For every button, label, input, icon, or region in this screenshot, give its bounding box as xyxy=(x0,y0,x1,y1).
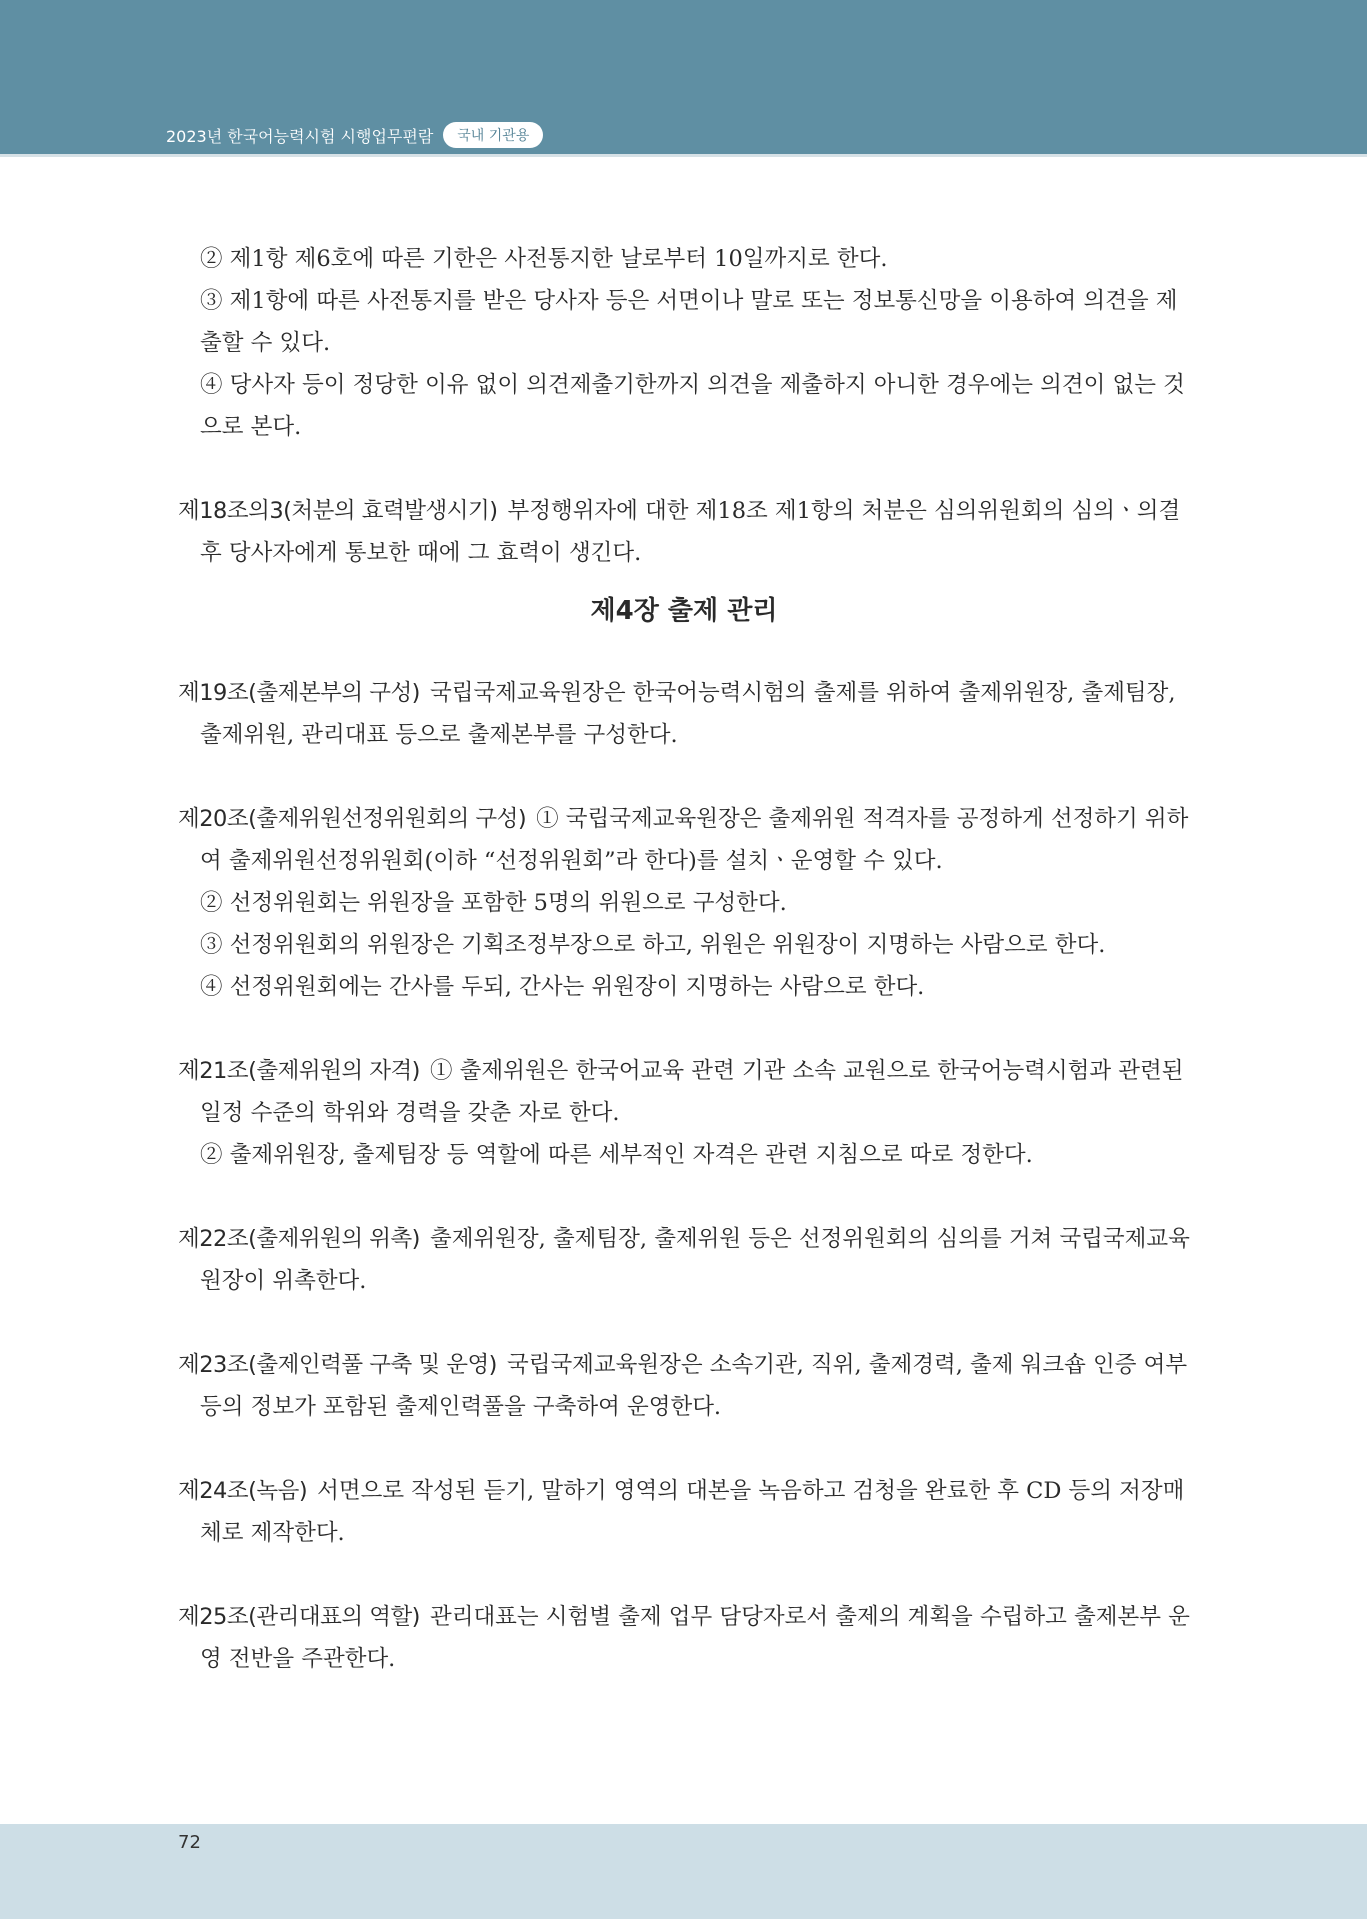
article-22 xyxy=(178,1218,1190,1302)
article-title: 제22조(출제위원의 위촉) xyxy=(178,1226,420,1252)
header-row xyxy=(166,122,543,148)
article-body: 국립국제교육원장은 소속기관, 직위, 출제경력, 출제 워크숍 인증 여부 등의 정보가 포함된 출제인력풀을 구축하여 운영한다. xyxy=(200,1352,1188,1420)
article-20-item-3: ③ 선정위원회의 위원장은 기획조정부장으로 하고, 위원은 위원장이 지명하는 사람으로 한다. xyxy=(200,932,1106,958)
article-body: 관리대표는 시험별 출제 업무 담당자로서 출제의 계획을 수립하고 출제본부 운영 전반을 주관한다. xyxy=(200,1604,1190,1672)
article-19 xyxy=(178,672,1190,756)
article-20 xyxy=(178,798,1190,882)
page-content xyxy=(178,238,1190,1680)
article-24 xyxy=(178,1470,1190,1554)
article-25 xyxy=(178,1596,1190,1680)
paragraph-item-3: ③ 제1항에 따른 사전통지를 받은 당사자 등은 서면이나 말로 또는 정보통신망을 이용하여 의견을 제출할 수 있다. xyxy=(200,288,1178,356)
article-body: 서면으로 작성된 듣기, 말하기 영역의 대본을 녹음하고 검청을 완료한 후 CD 등의 저장매체로 제작한다. xyxy=(200,1478,1185,1546)
article-title: 제24조(녹음) xyxy=(178,1478,308,1504)
header-title: 2023년 한국어능력시험 시행업무편람 xyxy=(166,126,434,146)
page-footer xyxy=(0,1824,1367,1919)
paragraph-item-2: ② 제1항 제6호에 따른 기한은 사전통지한 날로부터 10일까지로 한다. xyxy=(200,246,888,272)
article-body: ① 출제위원은 한국어교육 관련 기관 소속 교원으로 한국어능력시험과 관련된 일정 수준의 학위와 경력을 갖춘 자로 한다. xyxy=(200,1058,1184,1126)
paragraph-item-4: ④ 당사자 등이 정당한 이유 없이 의견제출기한까지 의견을 제출하지 아니한 경우에는 의견이 없는 것으로 본다. xyxy=(200,372,1185,440)
article-23 xyxy=(178,1344,1190,1428)
article-title: 제19조(출제본부의 구성) xyxy=(178,680,420,706)
article-body: ① 국립국제교육원장은 출제위원 적격자를 공정하게 선정하기 위하여 출제위원선정위원회(이하 “선정위원회”라 한다)를 설치ㆍ운영할 수 있다. xyxy=(200,806,1189,874)
article-20-item-2: ② 선정위원회는 위원장을 포함한 5명의 위원으로 구성한다. xyxy=(200,890,787,916)
chapter-title: 제4장 출제 관리 xyxy=(590,596,778,626)
article-21 xyxy=(178,1050,1190,1134)
article-title: 제23조(출제인력풀 구축 및 운영) xyxy=(178,1352,497,1378)
article-20-item-4: ④ 선정위원회에는 간사를 두되, 간사는 위원장이 지명하는 사람으로 한다. xyxy=(200,974,925,1000)
article-title: 제25조(관리대표의 역할) xyxy=(178,1604,420,1630)
article-body: 국립국제교육원장은 한국어능력시험의 출제를 위하여 출제위원장, 출제팀장, 출제위원, 관리대표 등으로 출제본부를 구성한다. xyxy=(200,680,1176,748)
header-badge: 국내 기관용 xyxy=(443,122,543,148)
article-title: 제21조(출제위원의 자격) xyxy=(178,1058,420,1084)
article-21-item-2: ② 출제위원장, 출제팀장 등 역할에 따른 세부적인 자격은 관련 지침으로 따로 정한다. xyxy=(200,1142,1033,1168)
page-number: 72 xyxy=(178,1832,201,1853)
article-18-3 xyxy=(178,490,1190,574)
article-title: 제20조(출제위원선정위원회의 구성) xyxy=(178,806,527,832)
header-divider xyxy=(0,154,1367,157)
article-body: 출제위원장, 출제팀장, 출제위원 등은 선정위원회의 심의를 거쳐 국립국제교육원장이 위촉한다. xyxy=(200,1226,1190,1294)
article-title: 제18조의3(처분의 효력발생시기) xyxy=(178,498,498,524)
article-body: 부정행위자에 대한 제18조 제1항의 처분은 심의위원회의 심의ㆍ의결 후 당사자에게 통보한 때에 그 효력이 생긴다. xyxy=(200,498,1181,566)
